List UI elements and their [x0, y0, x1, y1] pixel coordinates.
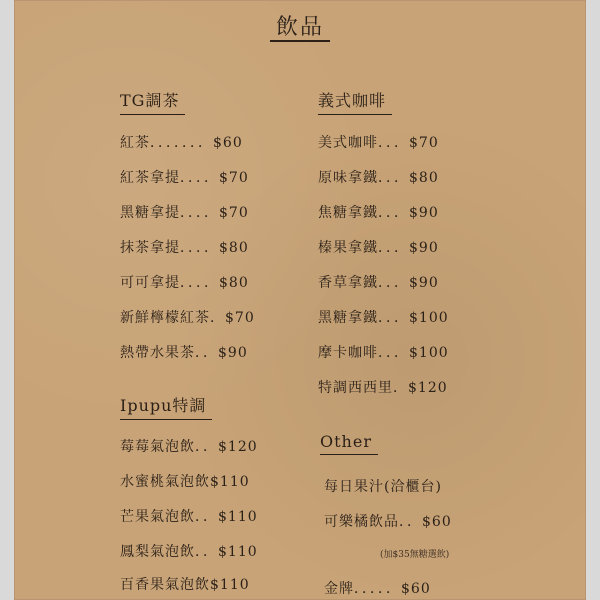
menu-item: 金牌．．．．．$60 — [324, 581, 431, 597]
menu-item: 原味拿鐵．．．$80 — [318, 170, 439, 186]
menu-item: 芒果氣泡飲．．$110 — [120, 509, 258, 525]
menu-item: 熱帶水果茶．．$90 — [120, 345, 248, 361]
menu-item: 新鮮檸檬紅茶．$70 — [120, 310, 255, 326]
menu-item: 美式咖啡．．．$70 — [318, 135, 439, 151]
menu-item: 水蜜桃氣泡飲$110 — [120, 474, 250, 490]
menu-title: 飲品 — [275, 15, 324, 40]
menu-note: (加$35無糖選飲) — [380, 550, 450, 560]
menu-item: 榛果拿鐵．．．$90 — [318, 240, 439, 256]
title-underline — [270, 40, 330, 42]
menu-item: 可可拿提．．．．$80 — [120, 275, 249, 291]
section-heading-coffee: 義式咖啡 — [318, 88, 386, 111]
menu-item: 每日果汁(洽櫃台) — [324, 479, 442, 495]
menu-item: 鳳梨氣泡飲．．$110 — [120, 544, 258, 560]
menu-item: 焦糖拿鐵．．．$90 — [318, 205, 439, 221]
menu-item: 抹茶拿提．．．．$80 — [120, 240, 249, 256]
menu-item: 莓莓氣泡飲．．$120 — [120, 439, 258, 455]
menu-item: 百香果氣泡飲$110 — [120, 577, 250, 593]
menu-item: 黑糖拿提．．．．$70 — [120, 205, 249, 221]
menu-item: 特調西西里．$120 — [318, 380, 448, 396]
menu-page — [14, 0, 586, 600]
section-heading-other: Other — [320, 432, 372, 451]
menu-item: 紅茶．．．．．．．$60 — [120, 135, 243, 151]
menu-item: 摩卡咖啡．．．$100 — [318, 345, 449, 361]
section-heading-ipupu: Ipupu特調 — [120, 393, 206, 416]
menu-item: 香草拿鐵．．．$90 — [318, 275, 439, 291]
section-heading-tg: TG調茶 — [120, 88, 179, 111]
menu-item: 黑糖拿鐵．．．$100 — [318, 310, 449, 326]
menu-item: 可樂橘飲品．．$60 — [324, 514, 452, 530]
menu-item: 紅茶拿提．．．．$70 — [120, 170, 249, 186]
